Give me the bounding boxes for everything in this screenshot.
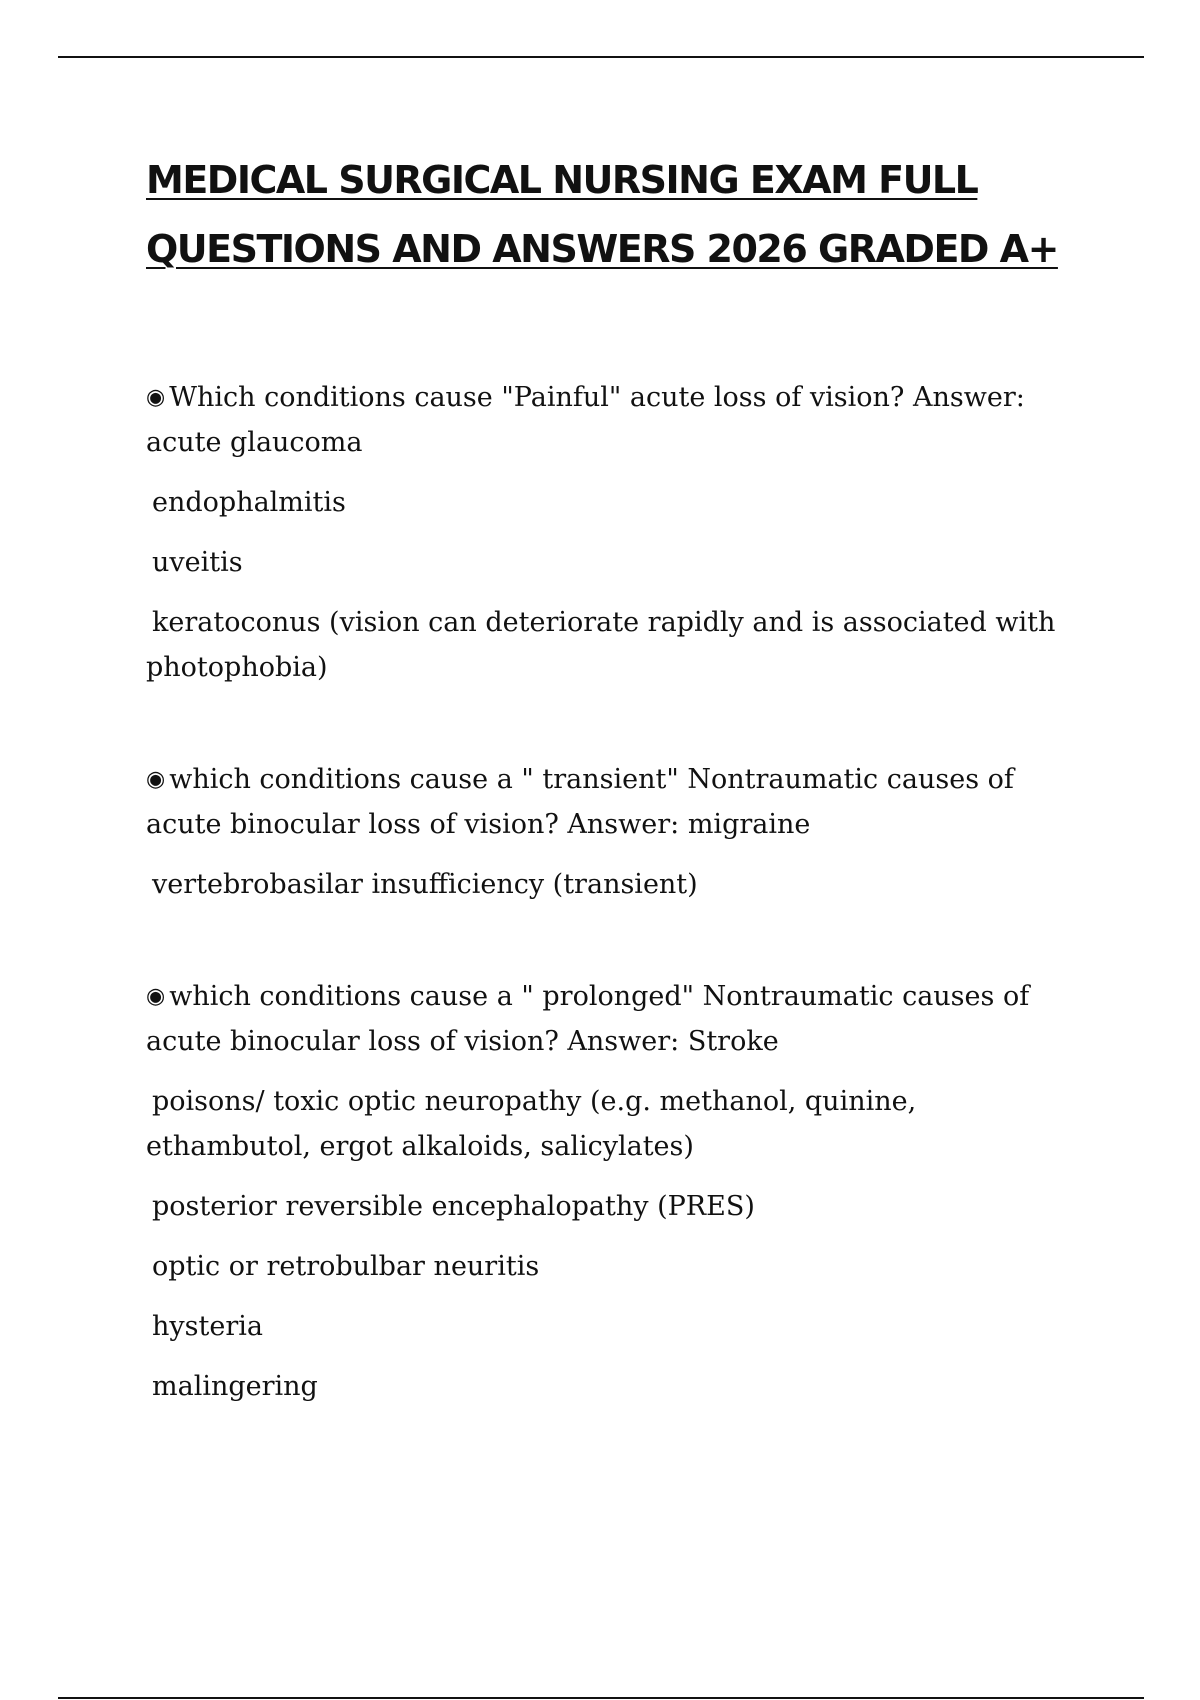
answer-item: endophalmitis [152,487,346,518]
qa-block-2 [146,757,1086,907]
radio-bullet-icon: ◉ [146,767,166,792]
answer-item: malingering [152,1371,318,1402]
radio-bullet-icon: ◉ [146,984,166,1009]
answer-item: posterior reversible encephalopathy (PRES) [152,1191,755,1222]
qa-block-3 [146,974,1086,1409]
radio-bullet-icon: ◉ [146,385,166,410]
answer-item: poisons/ toxic optic neuropathy (e.g. methanol, quinine, ethambutol, ergot alkaloids, salicylates) [146,1086,917,1162]
top-rule [58,56,1144,58]
document-title: MEDICAL SURGICAL NURSING EXAM FULL QUESTIONS AND ANSWERS 2026 GRADED A+ [146,158,1058,271]
answer-item: vertebrobasilar insufficiency (transient) [152,869,698,900]
answer-item: hysteria [152,1311,263,1342]
question-2-text: which conditions cause a " transient" Nontraumatic causes of acute binocular loss of vision? Answer: migraine [146,764,1014,840]
answer-item: keratoconus (vision can deteriorate rapidly and is associated with photophobia) [146,607,1056,683]
qa-block-1 [146,375,1086,690]
question-3-text: which conditions cause a " prolonged" Nontraumatic causes of acute binocular loss of vision? Answer: Stroke [146,981,1030,1057]
question-1-text: Which conditions cause "Painful" acute loss of vision? Answer: acute glaucoma [146,382,1025,458]
question-2 [146,757,1086,847]
bottom-rule [58,1697,1144,1699]
question-3 [146,974,1086,1064]
document-body [146,375,1086,1476]
question-1 [146,375,1086,465]
answer-item: optic or retrobulbar neuritis [152,1251,540,1282]
answer-item: uveitis [152,547,243,578]
